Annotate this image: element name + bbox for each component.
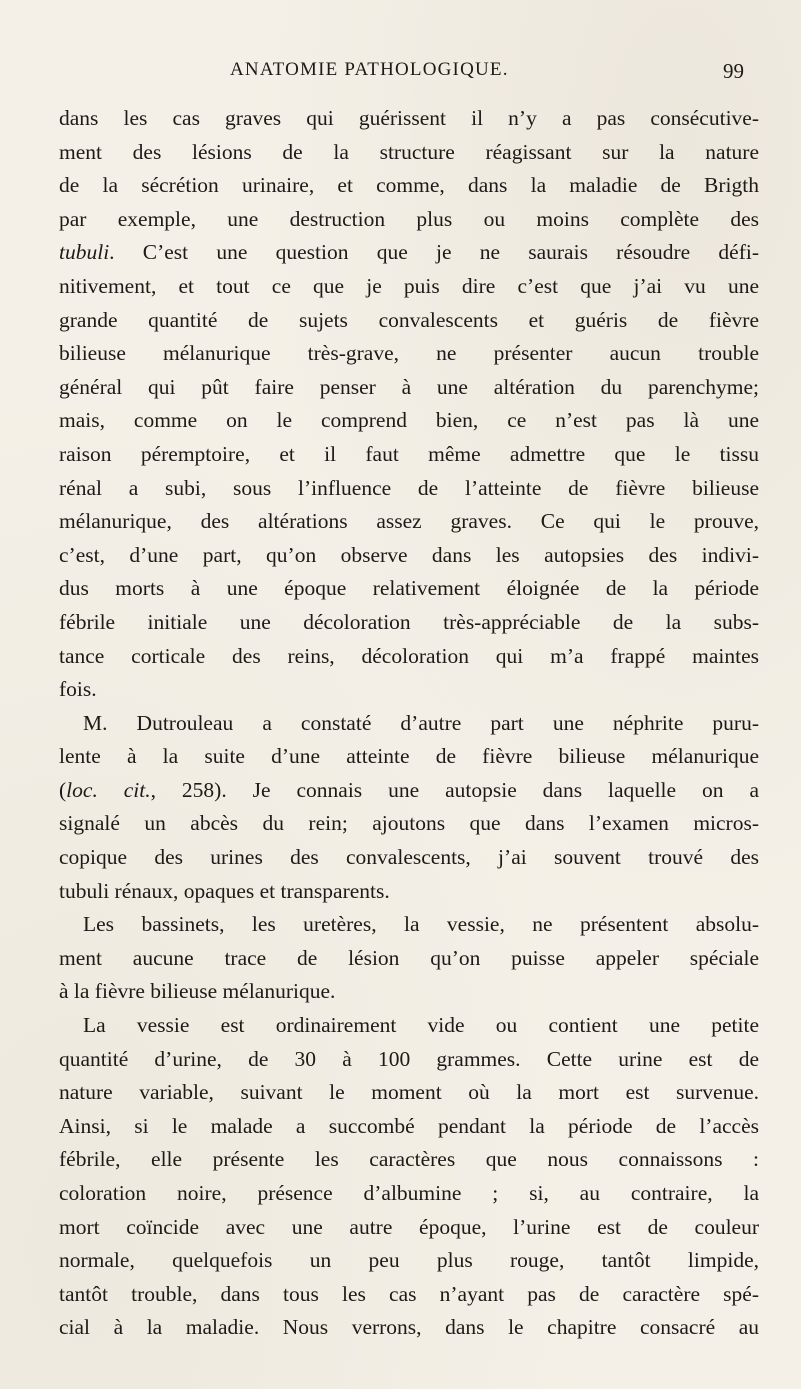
text-line: La vessie est ordinairement vide ou contient une petite (83, 1013, 759, 1038)
page-number: 99 (723, 59, 744, 83)
text-line: tance corticale des reins, décoloration qui m’a frappé maintes (59, 643, 759, 668)
text-line: mélanurique, des altérations assez graves. Ce qui le prouve, (59, 509, 759, 534)
text-line: cial à la maladie. Nous verrons, dans le chapitre consacré au (59, 1315, 759, 1340)
text-line: à la fièvre bilieuse mélanurique. (59, 979, 336, 1004)
text-line: de la sécrétion urinaire, et comme, dans la maladie de Brigth (59, 173, 759, 198)
text-line: dans les cas graves qui guérissent il n’y a pas consécutive- (59, 106, 759, 130)
text-line: lente à la suite d’une atteinte de fièvre bilieuse mélanurique (59, 744, 759, 769)
text-line: (loc. cit., 258). Je connais une autopsie dans laquelle on a (59, 777, 759, 802)
text-line: rénal a subi, sous l’influence de l’atteinte de fièvre bilieuse (59, 475, 759, 500)
text-line: mais, comme on le comprend bien, ce n’est pas là une (59, 408, 759, 433)
text-line: fébrile, elle présente les caractères que nous connaissons : (59, 1147, 759, 1172)
running-title: ANATOMIE PATHOLOGIQUE. (230, 59, 509, 80)
text-line: M. Dutrouleau a constaté d’autre part une néphrite puru- (83, 710, 759, 735)
text-line: Les bassinets, les uretères, la vessie, ne présentent absolu- (83, 912, 759, 937)
text-line: coloration noire, présence d’albumine ; si, au contraire, la (59, 1181, 759, 1205)
text-line: tubuli. C’est une question que je ne saurais résoudre défi- (59, 240, 759, 265)
text-line: ment des lésions de la structure réagissant sur la nature (59, 139, 759, 164)
text-line: c’est, d’une part, qu’on observe dans les autopsies des indivi- (59, 542, 759, 567)
text-line: normale, quelquefois un peu plus rouge, tantôt limpide, (59, 1248, 759, 1273)
text-line: dus morts à une époque relativement éloignée de la période (59, 576, 759, 601)
text-line: mort coïncide avec une autre époque, l’urine est de couleur (59, 1214, 759, 1239)
text-line: Ainsi, si le malade a succombé pendant la période de l’accès (59, 1113, 759, 1138)
text-line: nature variable, suivant le moment où la mort est survenue. (59, 1080, 759, 1105)
text-line: fébrile initiale une décoloration très-appréciable de la subs- (59, 609, 759, 634)
text-line: tantôt trouble, dans tous les cas n’ayant pas de caractère spé- (59, 1281, 759, 1306)
text-line: grande quantité de sujets convalescents et guéris de fièvre (59, 307, 759, 332)
text-line: bilieuse mélanurique très-grave, ne présenter aucun trouble (59, 341, 759, 366)
text-line: fois. (59, 677, 97, 702)
page-header (230, 59, 744, 93)
text-line: nitivement, et tout ce que je puis dire c’est que j’ai vu une (59, 273, 759, 298)
text-line: par exemple, une destruction plus ou moins complète des (59, 206, 759, 231)
text-line: copique des urines des convalescents, j’ai souvent trouvé des (59, 845, 759, 870)
text-line: raison péremptoire, et il faut même admettre que le tissu (59, 441, 759, 466)
text-line: tubuli rénaux, opaques et transparents. (59, 878, 390, 903)
text-line: quantité d’urine, de 30 à 100 grammes. Cette urine est de (59, 1046, 759, 1071)
body-text (59, 102, 759, 1345)
text-line: ment aucune trace de lésion qu’on puisse appeler spéciale (59, 945, 759, 970)
text-line: signalé un abcès du rein; ajoutons que dans l’examen micros- (59, 811, 759, 836)
text-line: général qui pût faire penser à une altération du parenchyme; (59, 374, 759, 399)
